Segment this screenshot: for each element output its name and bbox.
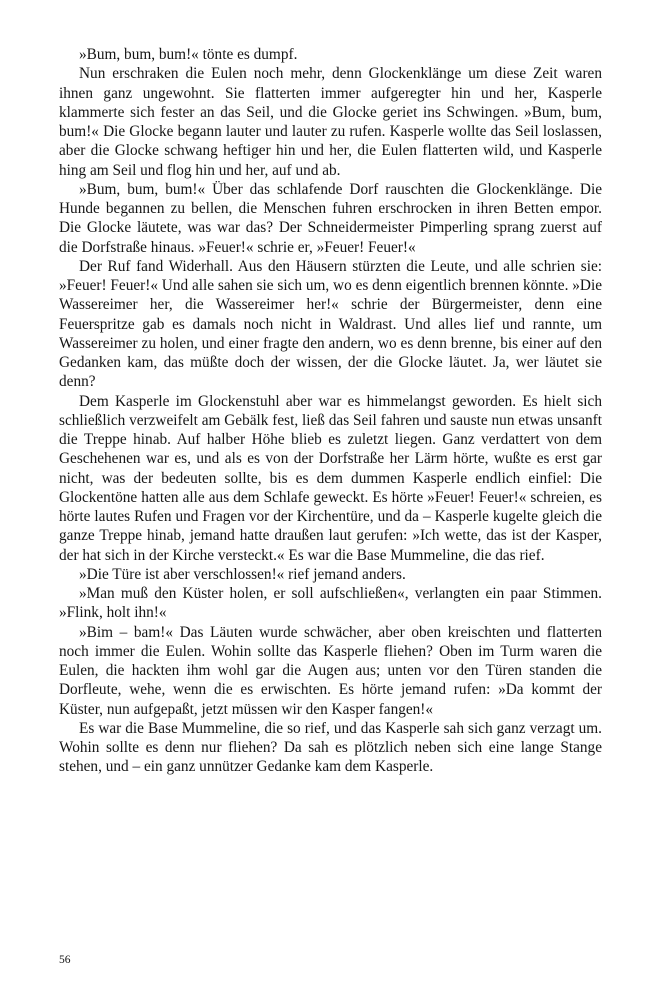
paragraph: Der Ruf fand Widerhall. Aus den Häusern stürzten die Leute, und alle schrien sie: »Feuer! Feuer!« Und alle sahen sie sich um, wo es denn eigentlich brennen könnte. »Die Wassereimer her, die Wassereimer her!« schrie der Bürgermeister, denn eine Feuerspritze gab es damals noch nicht in Waldrast. Und alles lief und rannte, um Wassereimer zu holen, und einer fragte den andern, wo es denn brenne, bis einer auf den Gedanken kam, das müßte doch der wissen, der die Glocke läutet. Ja, wer läutet sie denn?	[59, 257, 602, 391]
paragraph: »Die Türe ist aber verschlossen!« rief jemand anders.	[79, 565, 406, 583]
paragraph: Nun erschraken die Eulen noch mehr, denn Glockenklänge um diese Zeit waren ihnen ganz ungewohnt. Sie flatterten immer aufgeregter hin und her, Kasperle klammerte sich fester an das Seil, und die Glocke geriet ins Schwingen. »Bum, bum, bum!« Die Glocke begann lauter und lauter zu rufen. Kasperle wollte das Seil loslassen, aber die Glocke schwang heftiger hin und her, die Eulen flatterten wild, und Kasperle hing am Seil und flog hin und her, auf und ab.	[59, 65, 602, 179]
page-number: 56	[59, 954, 71, 966]
paragraph: Dem Kasperle im Glockenstuhl aber war es himmelangst geworden. Es hielt sich schließlich verzweifelt am Gebälk fest, ließ das Seil fahren und sauste nun etwas unsanft die Treppe hinab. Auf halber Höhe blieb es zuletzt liegen. Ganz verdattert von dem Geschehenen war es, und als es von der Dorfstraße her Lärm hörte, wußte es erst gar nicht, was der bedeuten sollte, bis es dem dummen Kasperle endlich einfiel: Die Glockentöne hatten alle aus dem Schlafe geweckt. Es hörte »Feuer! Feuer!« schreien, es hörte lautes Rufen und Fragen vor der Kirchentüre, und da – Kasperle kugelte gleich die ganze Treppe hinab, jemand hatte draußen laut gerufen: »Ich wette, das ist der Kasper, der hat sich in der Kirche versteckt.« Es war die Base Mummeline, die das rief.	[59, 392, 602, 564]
page-text	[59, 45, 602, 777]
paragraph: »Man muß den Küster holen, er soll aufschließen«, verlangten ein paar Stimmen. »Flink, holt ihn!«	[59, 585, 602, 622]
paragraph: »Bim – bam!« Das Läuten wurde schwächer, aber oben kreischten und flatterten noch immer die Eulen. Wohin sollte das Kasperle fliehen? Oben im Turm waren die Eulen, die hackten ihm wohl gar die Augen aus; unten vor den Türen standen die Dorfleute, wehe, wenn die es erwischten. Es hörte jemand rufen: »Da kommt der Küster, nun aufgepaßt, jetzt müssen wir den Kasper fangen!«	[59, 623, 602, 718]
paragraph: »Bum, bum, bum!« tönte es dumpf.	[79, 46, 298, 63]
paragraph: Es war die Base Mummeline, die so rief, und das Kasperle sah sich ganz verzagt um. Wohin sollte es denn nur fliehen? Da sah es plötzlich neben sich eine lange Stange stehen, und – ein ganz unnützer Gedanke kam dem Kasperle.	[59, 719, 602, 776]
paragraph: »Bum, bum, bum!« Über das schlafende Dorf rauschten die Glockenklänge. Die Hunde begannen zu bellen, die Menschen fuhren erschrocken in ihren Betten empor. Die Glocke läutete, was war das? Der Schneidermeister Pimperling sprang zuerst auf die Dorfstraße hinaus. »Feuer!« schrie er, »Feuer! Feuer!«	[59, 180, 602, 256]
